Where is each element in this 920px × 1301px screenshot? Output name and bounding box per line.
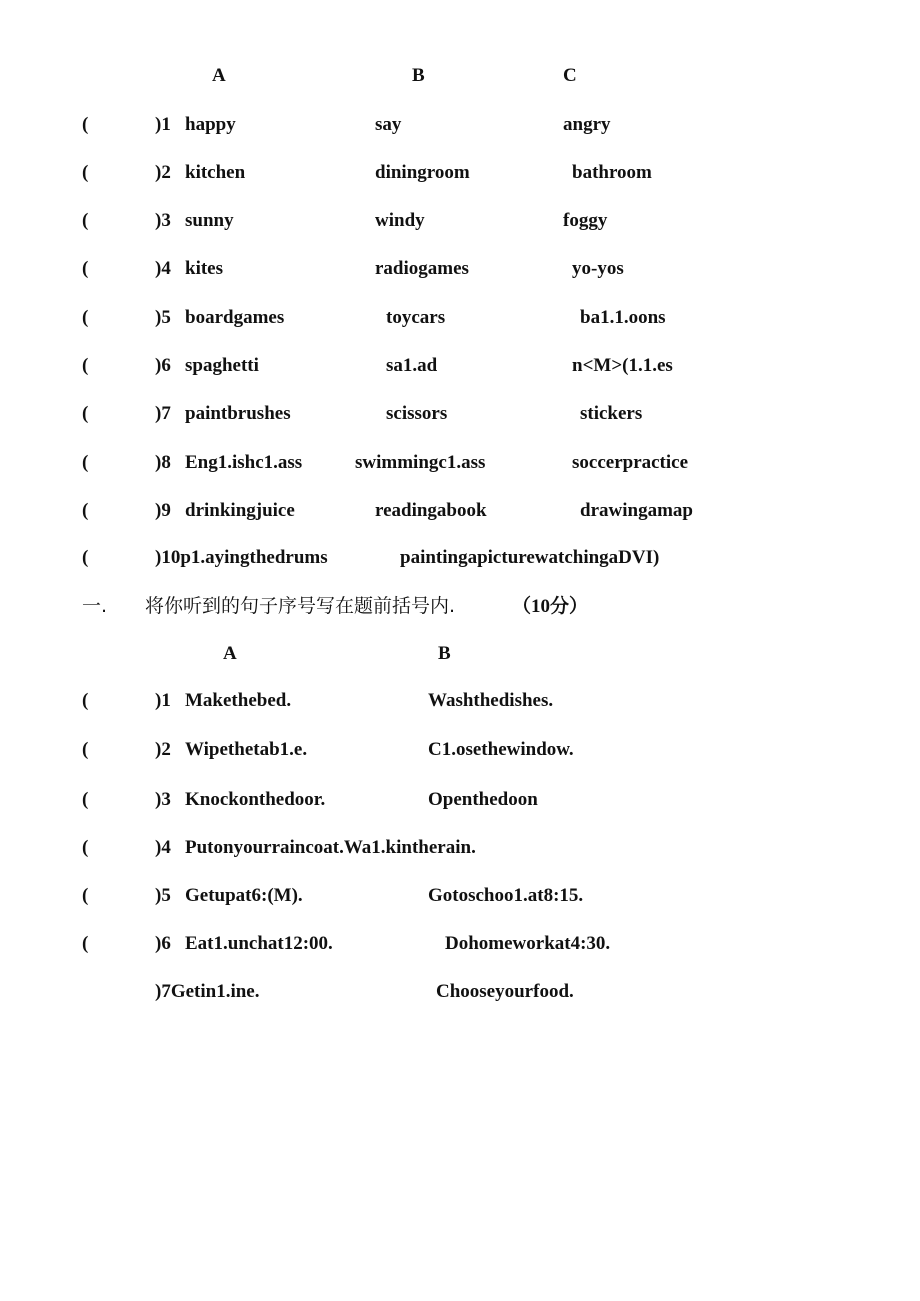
column-header-a: A: [223, 643, 237, 664]
sentence-b: Dohomeworkat4:30.: [445, 933, 611, 954]
answer-bracket[interactable]: (: [82, 933, 89, 954]
item-number: )7: [155, 403, 171, 424]
option-a: paintbrushes: [185, 403, 291, 424]
sentence-a: Knockonthedoor.: [185, 789, 326, 810]
option-a: spaghetti: [185, 355, 259, 376]
option-b: say: [375, 114, 402, 135]
option-a: Eng1.ishc1.ass: [185, 452, 303, 473]
item-number: )6: [155, 933, 171, 954]
option-c: stickers: [580, 403, 643, 424]
option-b-and-c: paintingapicturewatchingaDVI): [400, 547, 660, 568]
option-b: sa1.ad: [386, 355, 438, 376]
section-marker: 一.: [82, 595, 108, 617]
sentence-a: Putonyourraincoat.Wa1.kintherain.: [185, 837, 476, 858]
option-a: drinkingjuice: [185, 500, 295, 521]
item-number: )8: [155, 452, 171, 473]
option-b: windy: [375, 210, 425, 231]
option-c: bathroom: [572, 162, 652, 183]
item-number-with-sentence-a: )7Getin1.ine.: [155, 981, 260, 1002]
answer-bracket[interactable]: (: [82, 547, 89, 568]
option-b: swimmingc1.ass: [355, 452, 486, 473]
answer-bracket[interactable]: (: [82, 258, 89, 279]
item-number: )3: [155, 210, 171, 231]
sentence-a: Getupat6:(M).: [185, 885, 303, 906]
answer-bracket[interactable]: (: [82, 403, 89, 424]
answer-bracket[interactable]: (: [82, 837, 89, 858]
option-a: kites: [185, 258, 223, 279]
option-a: happy: [185, 114, 236, 135]
option-b: diningroom: [375, 162, 470, 183]
item-number: )4: [155, 837, 171, 858]
option-b: toycars: [386, 307, 446, 328]
answer-bracket[interactable]: (: [82, 162, 89, 183]
sentence-b: Chooseyourfood.: [436, 981, 574, 1002]
answer-bracket[interactable]: (: [82, 452, 89, 473]
answer-bracket[interactable]: (: [82, 307, 89, 328]
column-header-b: B: [412, 65, 425, 86]
option-c: yo-yos: [572, 258, 624, 279]
answer-bracket[interactable]: (: [82, 500, 89, 521]
option-a: sunny: [185, 210, 234, 231]
section-points: （10分）: [512, 596, 589, 617]
answer-bracket[interactable]: (: [82, 210, 89, 231]
option-c: foggy: [563, 210, 608, 231]
option-b: readingabook: [375, 500, 487, 521]
item-number: )2: [155, 739, 171, 760]
option-c: drawingamap: [580, 500, 693, 521]
option-a: boardgames: [185, 307, 285, 328]
option-c: ba1.1.oons: [580, 307, 666, 328]
sentence-b: Openthedoon: [428, 789, 538, 810]
item-number: )6: [155, 355, 171, 376]
option-a: kitchen: [185, 162, 246, 183]
item-number: )3: [155, 789, 171, 810]
option-b: radiogames: [375, 258, 469, 279]
item-number: )9: [155, 500, 171, 521]
item-number: )2: [155, 162, 171, 183]
sentence-b: Gotoschoo1.at8:15.: [428, 885, 584, 906]
section-instruction: 将你听到的句子序号写在题前括号内.: [145, 595, 456, 617]
option-c: n<M>(1.1.es: [572, 355, 673, 376]
answer-bracket[interactable]: (: [82, 355, 89, 376]
answer-bracket[interactable]: (: [82, 789, 89, 810]
sentence-b: Washthedishes.: [428, 690, 554, 711]
column-header-a: A: [212, 65, 226, 86]
item-number: )1: [155, 690, 171, 711]
option-c: angry: [563, 114, 611, 135]
item-number: )4: [155, 258, 171, 279]
sentence-b: C1.osethewindow.: [428, 739, 574, 760]
item-number: )5: [155, 885, 171, 906]
sentence-a: Wipethetab1.e.: [185, 739, 308, 760]
option-c: soccerpractice: [572, 452, 689, 473]
sentence-a: Eat1.unchat12:00.: [185, 933, 333, 954]
item-number: )1: [155, 114, 171, 135]
column-header-b: B: [438, 643, 451, 664]
sentence-a: Makethebed.: [185, 690, 292, 711]
answer-bracket[interactable]: (: [82, 114, 89, 135]
answer-bracket[interactable]: (: [82, 885, 89, 906]
item-number-with-option-a: )10p1.ayingthedrums: [155, 547, 328, 568]
item-number: )5: [155, 307, 171, 328]
answer-bracket[interactable]: (: [82, 739, 89, 760]
option-b: scissors: [386, 403, 448, 424]
answer-bracket[interactable]: (: [82, 690, 89, 711]
column-header-c: C: [563, 65, 577, 86]
